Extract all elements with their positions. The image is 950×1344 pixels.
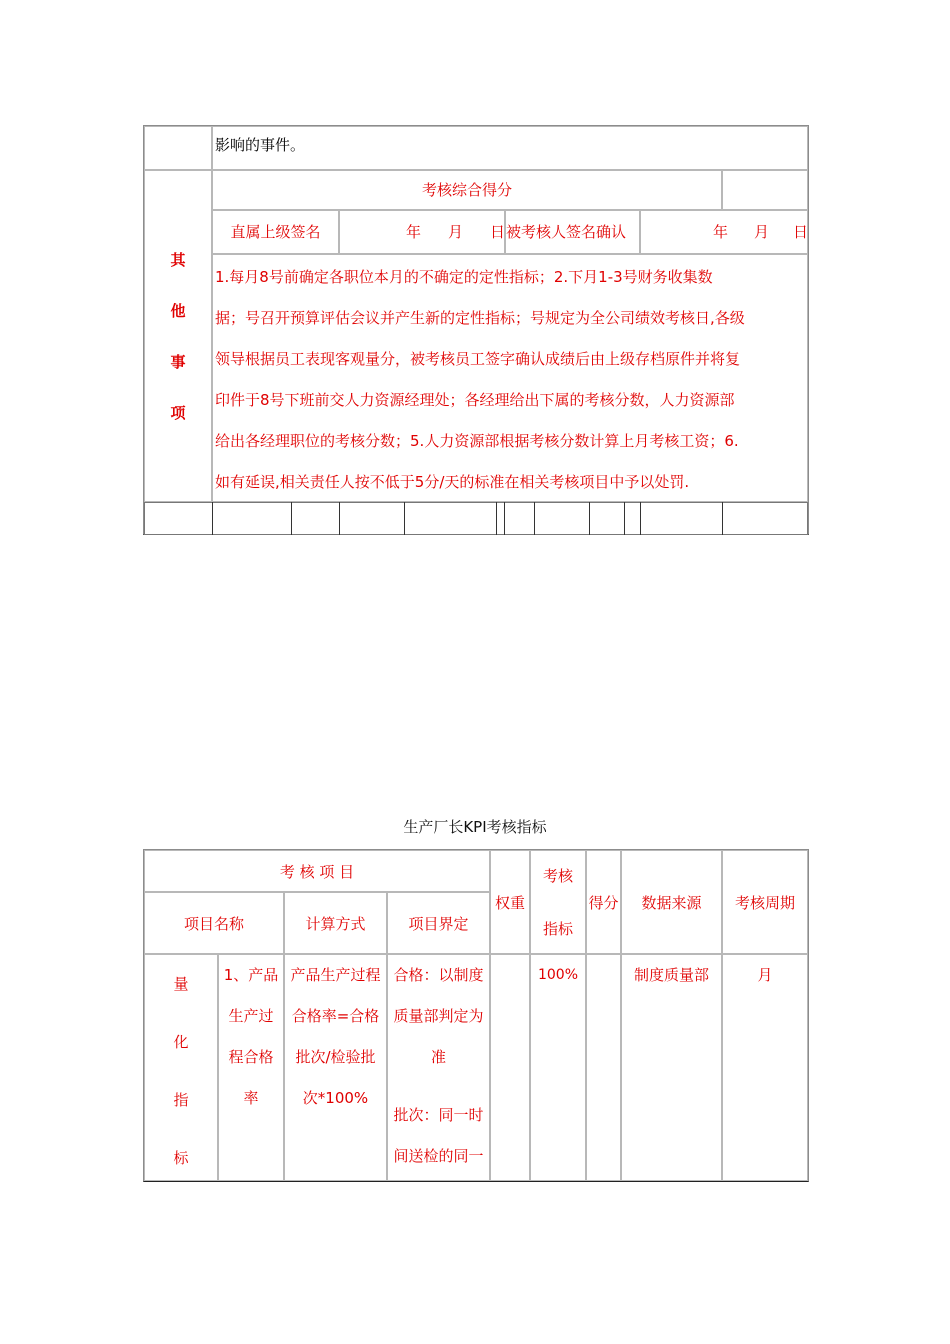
employee-date-cell[interactable] (640, 210, 808, 254)
date-month: 月 (754, 223, 770, 241)
grid-divider (404, 502, 405, 535)
item-name-line: 率 (243, 1089, 259, 1107)
date-year: 年 (406, 223, 422, 241)
item-name-line: 程合格 (228, 1048, 274, 1066)
weight-cell[interactable] (490, 954, 530, 1181)
grid-divider (212, 502, 213, 535)
item-definition-cell (387, 954, 490, 1181)
calc-line: 批次/检验批 (295, 1048, 376, 1066)
indicator-cell: 100% (530, 954, 586, 1181)
calc-line: 次*100% (302, 1089, 369, 1107)
supervisor-date-cell[interactable] (339, 210, 505, 254)
date-month: 月 (448, 223, 464, 241)
grid-divider (589, 502, 590, 535)
score-cell[interactable] (586, 954, 621, 1181)
other-matters-char: 他 (170, 302, 186, 320)
definition-line: 批次：同一时 (393, 1106, 484, 1124)
item-name-header: 项目名称 (144, 892, 284, 954)
impact-events-text: 影响的事件。 (215, 136, 306, 154)
score-header: 得分 (586, 850, 621, 954)
notes-line: 据；号召开预算评估会议并产生新的定性指标；号规定为全公司绩效考核日,各级 (215, 309, 745, 327)
notes-line: 如有延误,相关责任人按不低于5分/天的标准在相关考核项目中予以处罚. (215, 473, 690, 491)
other-matters-label (144, 170, 212, 502)
grid-divider (339, 502, 340, 535)
definition-line: 合格：以制度 (393, 966, 484, 984)
item-definition-header: 项目界定 (387, 892, 490, 954)
other-matters-char: 事 (170, 353, 186, 371)
score-value-cell[interactable] (722, 170, 808, 210)
grid-divider (640, 502, 641, 535)
assessment-items-header: 考 核 项 目 (144, 850, 490, 892)
calc-line: 产品生产过程 (290, 966, 381, 984)
indicator-header (530, 850, 586, 954)
grid-divider (624, 502, 625, 535)
grid-divider (504, 502, 505, 535)
score-label-cell (212, 170, 722, 210)
item-name-line: 生产过 (228, 1007, 274, 1025)
impact-events-cell (212, 126, 808, 170)
calc-method-cell (284, 954, 387, 1181)
data-source-header: 数据来源 (621, 850, 722, 954)
date-day: 日 (490, 223, 506, 241)
empty-grid-row (144, 502, 808, 535)
grid-divider (722, 502, 723, 535)
cycle-header: 考核周期 (722, 850, 808, 954)
date-day: 日 (793, 223, 809, 241)
notes-line: 给出各经理职位的考核分数；5.人力资源部根据考核分数计算上月考核工资；6. (215, 432, 739, 450)
notes-cell (212, 254, 808, 502)
supervisor-sign-label-cell (212, 210, 339, 254)
definition-spacer (388, 1078, 489, 1095)
employee-confirm-label-cell (505, 210, 640, 254)
category-char: 量 (173, 975, 189, 993)
calc-line: 合格率=合格 (291, 1007, 380, 1025)
definition-line: 质量部判定为 (393, 1007, 484, 1025)
supervisor-sign-label: 直属上级签名 (230, 223, 321, 241)
notes-line: 1.每月8号前确定各职位本月的不确定的定性指标；2.下月1-3号财务收集数 (215, 268, 713, 286)
other-matters-char: 其 (170, 251, 186, 269)
weight-header: 权重 (490, 850, 530, 954)
calc-method-header: 计算方式 (284, 892, 387, 954)
category-char: 化 (173, 1033, 189, 1051)
kpi-table-title: 生产厂长KPI考核指标 (403, 818, 547, 836)
indicator-header-line: 考核 (542, 867, 573, 885)
grid-divider (534, 502, 535, 535)
definition-line: 准 (430, 1048, 446, 1066)
kpi-table (143, 849, 809, 1182)
other-matters-char: 项 (170, 404, 186, 422)
category-cell (144, 954, 218, 1181)
category-char: 指 (173, 1091, 189, 1109)
category-char: 标 (173, 1149, 189, 1167)
item-name-cell (218, 954, 284, 1181)
blank-left-cell (144, 126, 212, 170)
grid-divider (291, 502, 292, 535)
cycle-cell: 月 (722, 954, 808, 1181)
score-label: 考核综合得分 (421, 181, 512, 199)
item-name-line: 1、产品 (223, 966, 279, 984)
employee-confirm-label: 被考核人签名确认 (506, 223, 627, 241)
indicator-header-line: 指标 (542, 920, 573, 938)
data-source-cell: 制度质量部 (621, 954, 722, 1181)
definition-line: 间送检的同一 (393, 1147, 484, 1165)
evaluation-footer-table (143, 125, 809, 535)
notes-line: 印件于8号下班前交人力资源经理处；各经理给出下属的考核分数，人力资源部 (215, 391, 735, 409)
grid-divider (496, 502, 497, 535)
date-year: 年 (713, 223, 729, 241)
notes-line: 领导根据员工表现客观量分，被考核员工签字确认成绩后由上级存档原件并将复 (215, 350, 741, 368)
